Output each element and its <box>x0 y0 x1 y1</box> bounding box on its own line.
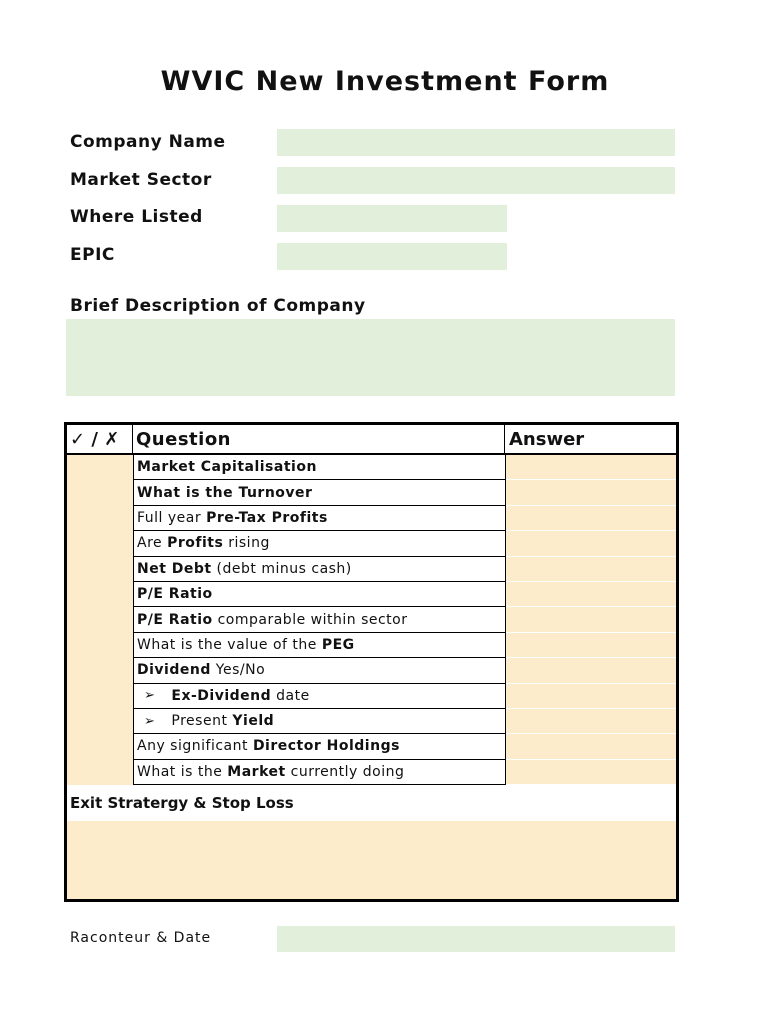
raconteur-label: Raconteur & Date <box>70 930 212 946</box>
question-keyword: P/E Ratio <box>137 611 213 628</box>
answer-cell[interactable] <box>506 455 676 480</box>
table-row <box>67 557 676 582</box>
table-row <box>67 582 676 607</box>
answer-cell[interactable] <box>506 658 676 683</box>
description-label: Brief Description of Company <box>70 296 366 316</box>
question-text: What is the <box>137 763 228 780</box>
table-header <box>67 425 676 455</box>
question-cell <box>134 607 506 632</box>
tick-cell[interactable] <box>67 760 134 785</box>
tick-cell[interactable] <box>67 531 134 556</box>
answer-cell[interactable] <box>506 709 676 734</box>
arrow-bullet-icon: ➢ <box>144 713 156 729</box>
market-sector-label: Market Sector <box>70 170 212 190</box>
tick-cell[interactable] <box>67 684 134 709</box>
form-title: WVIC New Investment Form <box>160 66 610 97</box>
answer-cell[interactable] <box>506 557 676 582</box>
question-text: (debt minus cash) <box>211 560 352 577</box>
question-text: currently doing <box>285 763 405 780</box>
answer-cell[interactable] <box>506 684 676 709</box>
question-cell <box>134 557 506 582</box>
table-row <box>67 607 676 632</box>
exit-strategy-input[interactable] <box>67 821 676 899</box>
question-cell <box>134 531 506 556</box>
table-row <box>67 480 676 505</box>
description-input[interactable] <box>66 319 675 396</box>
epic-label: EPIC <box>70 245 115 265</box>
answer-cell[interactable] <box>506 633 676 658</box>
question-keyword: Market <box>227 763 286 780</box>
answer-cell[interactable] <box>506 506 676 531</box>
where-listed-input[interactable] <box>277 205 507 232</box>
answer-cell[interactable] <box>506 734 676 759</box>
table-row <box>67 455 676 480</box>
market-sector-input[interactable] <box>277 167 675 194</box>
question-text: Any significant <box>137 738 253 755</box>
tick-header: ✓ / ✗ <box>67 425 133 453</box>
tick-cell[interactable] <box>67 557 134 582</box>
question-keyword: Dividend <box>137 662 211 679</box>
epic-input[interactable] <box>277 243 507 270</box>
tick-cell[interactable] <box>67 480 134 505</box>
question-keyword: Market Capitalisation <box>137 459 317 476</box>
question-keyword: Director Holdings <box>252 738 400 755</box>
tick-cell[interactable] <box>67 607 134 632</box>
answer-cell[interactable] <box>506 531 676 556</box>
question-keyword: Ex-Dividend <box>171 687 272 704</box>
answer-header: Answer <box>505 425 676 453</box>
table-row <box>67 734 676 759</box>
question-cell <box>134 480 506 505</box>
question-text: comparable within sector <box>212 611 408 628</box>
tick-cell[interactable] <box>67 455 134 480</box>
question-text: Present <box>171 713 233 730</box>
tick-cell[interactable] <box>67 734 134 759</box>
question-cell <box>134 734 506 759</box>
question-cell <box>134 760 506 785</box>
tick-cell[interactable] <box>67 709 134 734</box>
raconteur-input[interactable] <box>277 926 675 952</box>
question-text: Yes/No <box>210 662 266 679</box>
question-table <box>64 422 679 902</box>
question-cell <box>134 582 506 607</box>
tick-cell[interactable] <box>67 633 134 658</box>
where-listed-label: Where Listed <box>70 207 203 227</box>
table-row <box>67 709 676 734</box>
exit-strategy-label: Exit Stratergy & Stop Loss <box>70 794 294 813</box>
answer-cell[interactable] <box>506 582 676 607</box>
question-text: Full year <box>137 509 207 526</box>
question-text: date <box>271 687 310 704</box>
company-name-input[interactable] <box>277 129 675 156</box>
question-text: Are <box>137 535 168 552</box>
table-row <box>67 633 676 658</box>
answer-cell[interactable] <box>506 607 676 632</box>
table-row <box>67 760 676 785</box>
table-row <box>67 658 676 683</box>
question-cell <box>134 658 506 683</box>
question-text: rising <box>223 535 270 552</box>
answer-cell[interactable] <box>506 760 676 785</box>
question-header: Question <box>133 425 505 453</box>
company-name-label: Company Name <box>70 132 226 152</box>
question-keyword: Profits <box>167 535 224 552</box>
question-keyword: Pre-Tax Profits <box>206 509 328 526</box>
table-row <box>67 506 676 531</box>
question-keyword: What is the Turnover <box>137 484 313 501</box>
question-cell <box>134 684 506 709</box>
arrow-bullet-icon: ➢ <box>144 688 156 704</box>
question-keyword: Net Debt <box>137 560 212 577</box>
tick-cell[interactable] <box>67 582 134 607</box>
table-row <box>67 684 676 709</box>
question-keyword: PEG <box>321 636 355 653</box>
question-cell <box>134 709 506 734</box>
question-text: What is the value of the <box>137 636 322 653</box>
question-keyword: Yield <box>232 713 275 730</box>
table-row <box>67 531 676 556</box>
question-cell <box>134 633 506 658</box>
tick-cell[interactable] <box>67 506 134 531</box>
question-cell <box>134 506 506 531</box>
question-cell <box>134 455 506 480</box>
question-keyword: P/E Ratio <box>137 586 213 603</box>
tick-cell[interactable] <box>67 658 134 683</box>
answer-cell[interactable] <box>506 480 676 505</box>
